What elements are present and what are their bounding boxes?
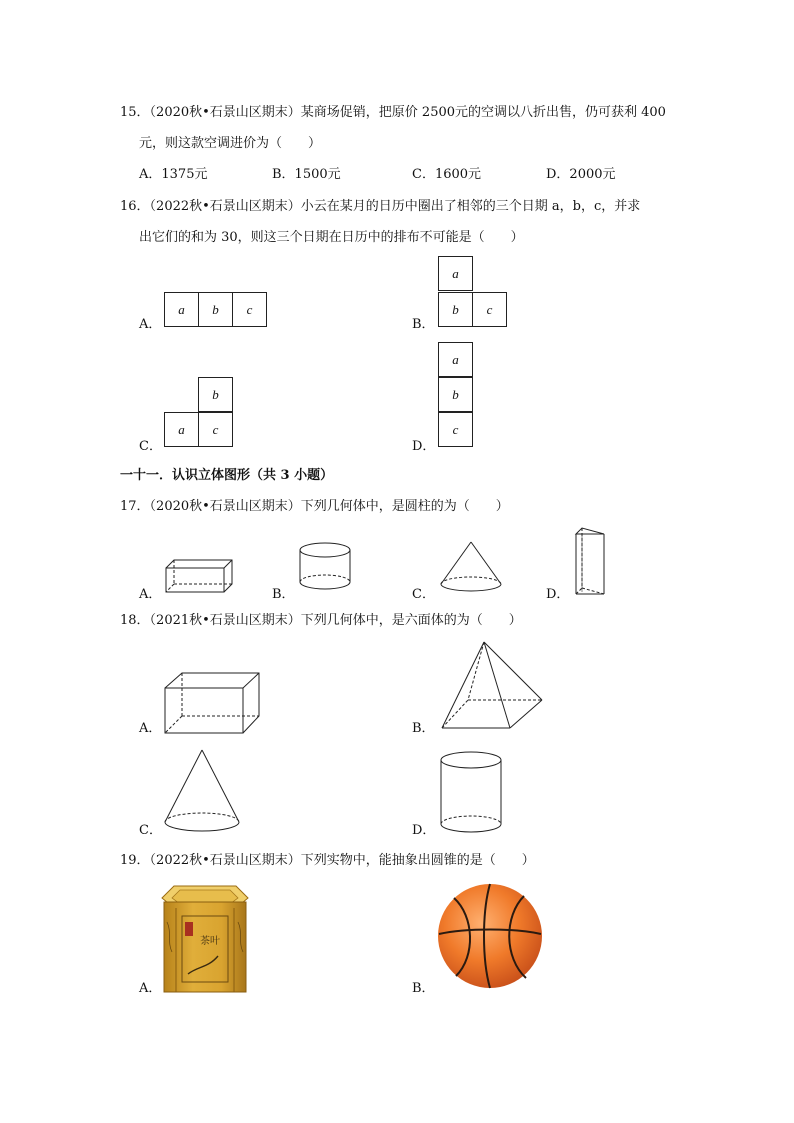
calendar-cell-b: b: [198, 292, 233, 327]
q16-stem-line2: 出它们的和为 30，则这三个日期在日历中的排布不可能是（ ）: [139, 230, 524, 245]
q18-option-a-label: A．: [139, 721, 162, 736]
q17-option-d-label: D．: [546, 587, 570, 602]
q17-stem: 17．（2020秋•石景山区期末）下列几何体中，是圆柱的为（ ）: [120, 499, 509, 514]
q19-option-a-label: A．: [139, 981, 162, 996]
q18-cuboid-figure: [164, 670, 264, 736]
calendar-cell-c: c: [438, 412, 473, 447]
q17-option-c-label: C．: [412, 587, 435, 602]
calendar-cell-c: c: [232, 292, 267, 327]
q15-option-a: A．1375元: [139, 167, 208, 182]
calendar-cell-a: a: [164, 412, 199, 447]
calendar-cell-b: b: [438, 292, 473, 327]
q17-cylinder-figure: [298, 540, 354, 596]
q18-option-d-label: D．: [412, 823, 436, 838]
q17-option-b-label: B．: [272, 587, 295, 602]
calendar-cell-b: b: [438, 377, 473, 412]
q18-pyramid-figure: [440, 640, 544, 732]
calendar-cell-a: a: [438, 256, 473, 291]
q19-stem: 19．（2022秋•石景山区期末）下列实物中，能抽象出圆锥的是（ ）: [120, 853, 535, 868]
basketball-image: [436, 882, 544, 990]
q18-stem: 18．（2021秋•石景山区期末）下列几何体中，是六面体的为（ ）: [120, 613, 522, 628]
q18-cone-figure: [162, 748, 242, 834]
q17-cone-figure: [438, 540, 504, 596]
q19-option-b-label: B．: [412, 981, 435, 996]
calendar-cell-b: b: [198, 377, 233, 412]
q18-option-c-label: C．: [139, 823, 162, 838]
q18-cylinder-figure: [440, 750, 504, 836]
q17-cuboid-figure: [160, 556, 240, 596]
calendar-cell-c: c: [198, 412, 233, 447]
q15-stem-line2: 元，则这款空调进价为（ ）: [139, 136, 322, 151]
q15-stem-line1: 15．（2020秋•石景山区期末）某商场促销，把原价 2500元的空调以八折出售，仍可获利 400: [120, 105, 666, 120]
calendar-cell-a: a: [438, 342, 473, 377]
q15-option-c: C．1600元: [412, 167, 482, 182]
q15-option-b: B．1500元: [272, 167, 341, 182]
q16-option-b-label: B．: [412, 317, 435, 332]
section-heading: 一十一．认识立体图形（共 3 小题）: [120, 468, 334, 483]
tea-box-label: 茶叶: [200, 936, 220, 947]
q16-option-d-label: D．: [412, 439, 436, 454]
q17-option-a-label: A．: [139, 587, 162, 602]
calendar-cell-c: c: [472, 292, 507, 327]
q16-option-a-label: A．: [139, 317, 162, 332]
q17-prism-figure: [572, 526, 612, 598]
q16-stem-line1: 16．（2022秋•石景山区期末）小云在某月的日历中圈出了相邻的三个日期 a，b，c，并求: [120, 199, 641, 214]
q18-option-b-label: B．: [412, 721, 435, 736]
q16-option-c-label: C．: [139, 439, 162, 454]
calendar-cell-a: a: [164, 292, 199, 327]
tea-box-image: [162, 882, 248, 994]
q15-option-d: D．2000元: [546, 167, 616, 182]
